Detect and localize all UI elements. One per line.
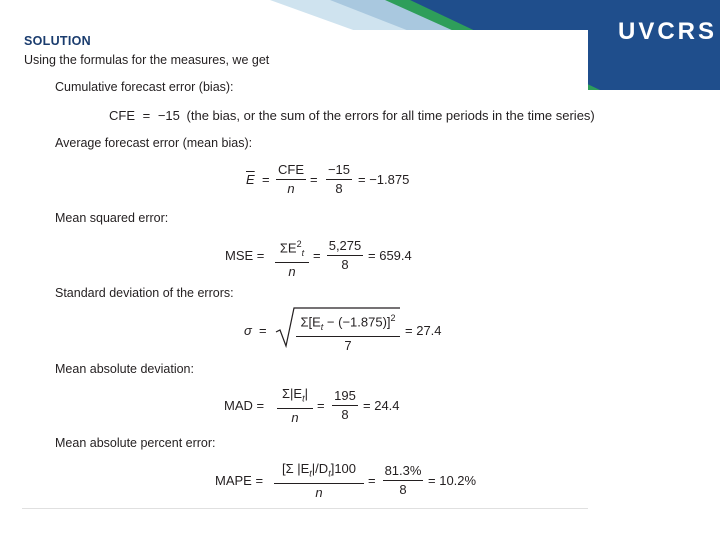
sigma-num-sub: t [320,321,324,332]
mape-result: = 10.2% [428,473,477,488]
mad-num-end: | [304,386,308,401]
cfe-lhs: CFE [109,108,135,123]
mean-bias-den: n [287,181,295,196]
mape-value: 10.2% [439,473,477,488]
mse-num-sub: t [301,247,305,258]
mse-num-sym: ΣE [279,240,297,256]
fraction-bar [275,262,309,263]
mse-num2: 5,275 [328,238,362,253]
mad-value: 24.4 [374,398,400,413]
mape-eq2: = [368,473,376,488]
mad-num-sub: t [302,393,305,404]
mape-den2: 8 [399,482,407,497]
mean-bias-num: CFE [278,162,304,177]
fraction-bar [326,179,352,180]
mape-num2: 81.3% [384,463,422,478]
sigma-num [296,310,400,335]
mape-num-mid: |/D [311,461,329,476]
mean-bias-fraction-2 [326,162,352,197]
fraction-bar [332,405,358,406]
sigma-label: Standard deviation of the errors: [55,286,234,300]
mape-num-end: ]100 [330,461,357,476]
mad-fraction-2 [332,388,358,423]
sigma-num-a: Σ[E [300,314,321,330]
mad-num-sym: Σ|E [282,386,303,401]
bottom-divider [22,508,588,509]
mad-den: n [291,409,299,425]
solution-heading: SOLUTION [24,34,91,48]
cfe-value: −15 [157,108,180,123]
mad-label: Mean absolute deviation: [55,362,194,376]
mean-bias-value: −1.875 [369,172,410,187]
mad-num [277,386,313,407]
sigma-num-b: − (−1.875)] [323,314,391,330]
mape-num-sub: t [309,468,312,479]
mean-bias-eq2: = [310,172,318,187]
mad-num2: 195 [334,388,356,403]
mse-den: n [288,263,296,279]
mad-symbol: MAD [224,398,253,413]
sigma-lhs: σ [244,323,252,338]
sigma-value: 27.4 [416,323,442,338]
mad-eq2: = [317,398,325,413]
mean-bias-den2: 8 [335,181,343,196]
sigma-eq1: = [259,323,267,338]
cfe-note: (the bias, or the sum of the errors for all time periods in the time series) [186,108,595,123]
fraction-bar [277,408,313,409]
solution-intro: Using the formulas for the measures, we get [24,53,270,67]
mape-fraction-1 [274,461,364,501]
mse-lhs: MSE = [225,248,265,263]
mad-result: = 24.4 [363,398,400,413]
mse-value: 659.4 [379,248,412,263]
mse-den2: 8 [341,257,349,272]
mse-num [275,236,309,261]
mean-bias-fraction-1 [276,162,306,197]
mad-den2: 8 [341,407,349,422]
mse-eq2: = [313,248,321,263]
cfe-label: Cumulative forecast error (bias): [55,80,234,94]
mse-fraction-1 [275,236,309,280]
mape-lhs: MAPE = [215,473,264,488]
mean-bias-eq1: = [262,172,270,187]
mape-label: Mean absolute percent error: [55,436,216,450]
mse-label: Mean squared error: [55,211,169,225]
sigma-den: 7 [344,337,352,353]
mape-den: n [315,484,323,500]
mean-bias-label: Average forecast error (mean bias): [55,136,253,150]
fraction-bar [327,255,363,256]
mse-fraction-2 [327,238,363,273]
mean-bias-symbol: $\overline{E}$ [246,172,255,187]
mape-num [274,461,364,482]
sigma-num-sup: 2 [390,313,396,323]
mape-num-a: [Σ |E [281,461,310,476]
logo-text: UVCRS [618,18,718,45]
mad-lhs: MAD = [224,398,265,413]
mean-bias-result: = −1.875 [358,172,410,187]
mse-num-sup: 2 [296,239,302,249]
sigma-result: = 27.4 [405,323,442,338]
mape-num-sub2: t [328,468,331,479]
uvcrs-logo [618,18,718,46]
cfe-equation [109,108,595,123]
sigma-fraction [296,310,400,354]
fraction-bar [274,483,364,484]
mape-fraction-2 [383,463,423,498]
cfe-equals: = [142,108,151,123]
mape-symbol: MAPE [215,473,252,488]
fraction-bar [276,179,306,180]
mse-symbol: MSE [225,248,254,263]
fraction-bar [383,480,423,481]
mse-result: = 659.4 [368,248,412,263]
mad-fraction-1 [277,386,313,426]
mean-bias-num2: −15 [327,162,351,177]
fraction-bar [296,336,400,337]
mean-bias-lhs [246,172,255,187]
